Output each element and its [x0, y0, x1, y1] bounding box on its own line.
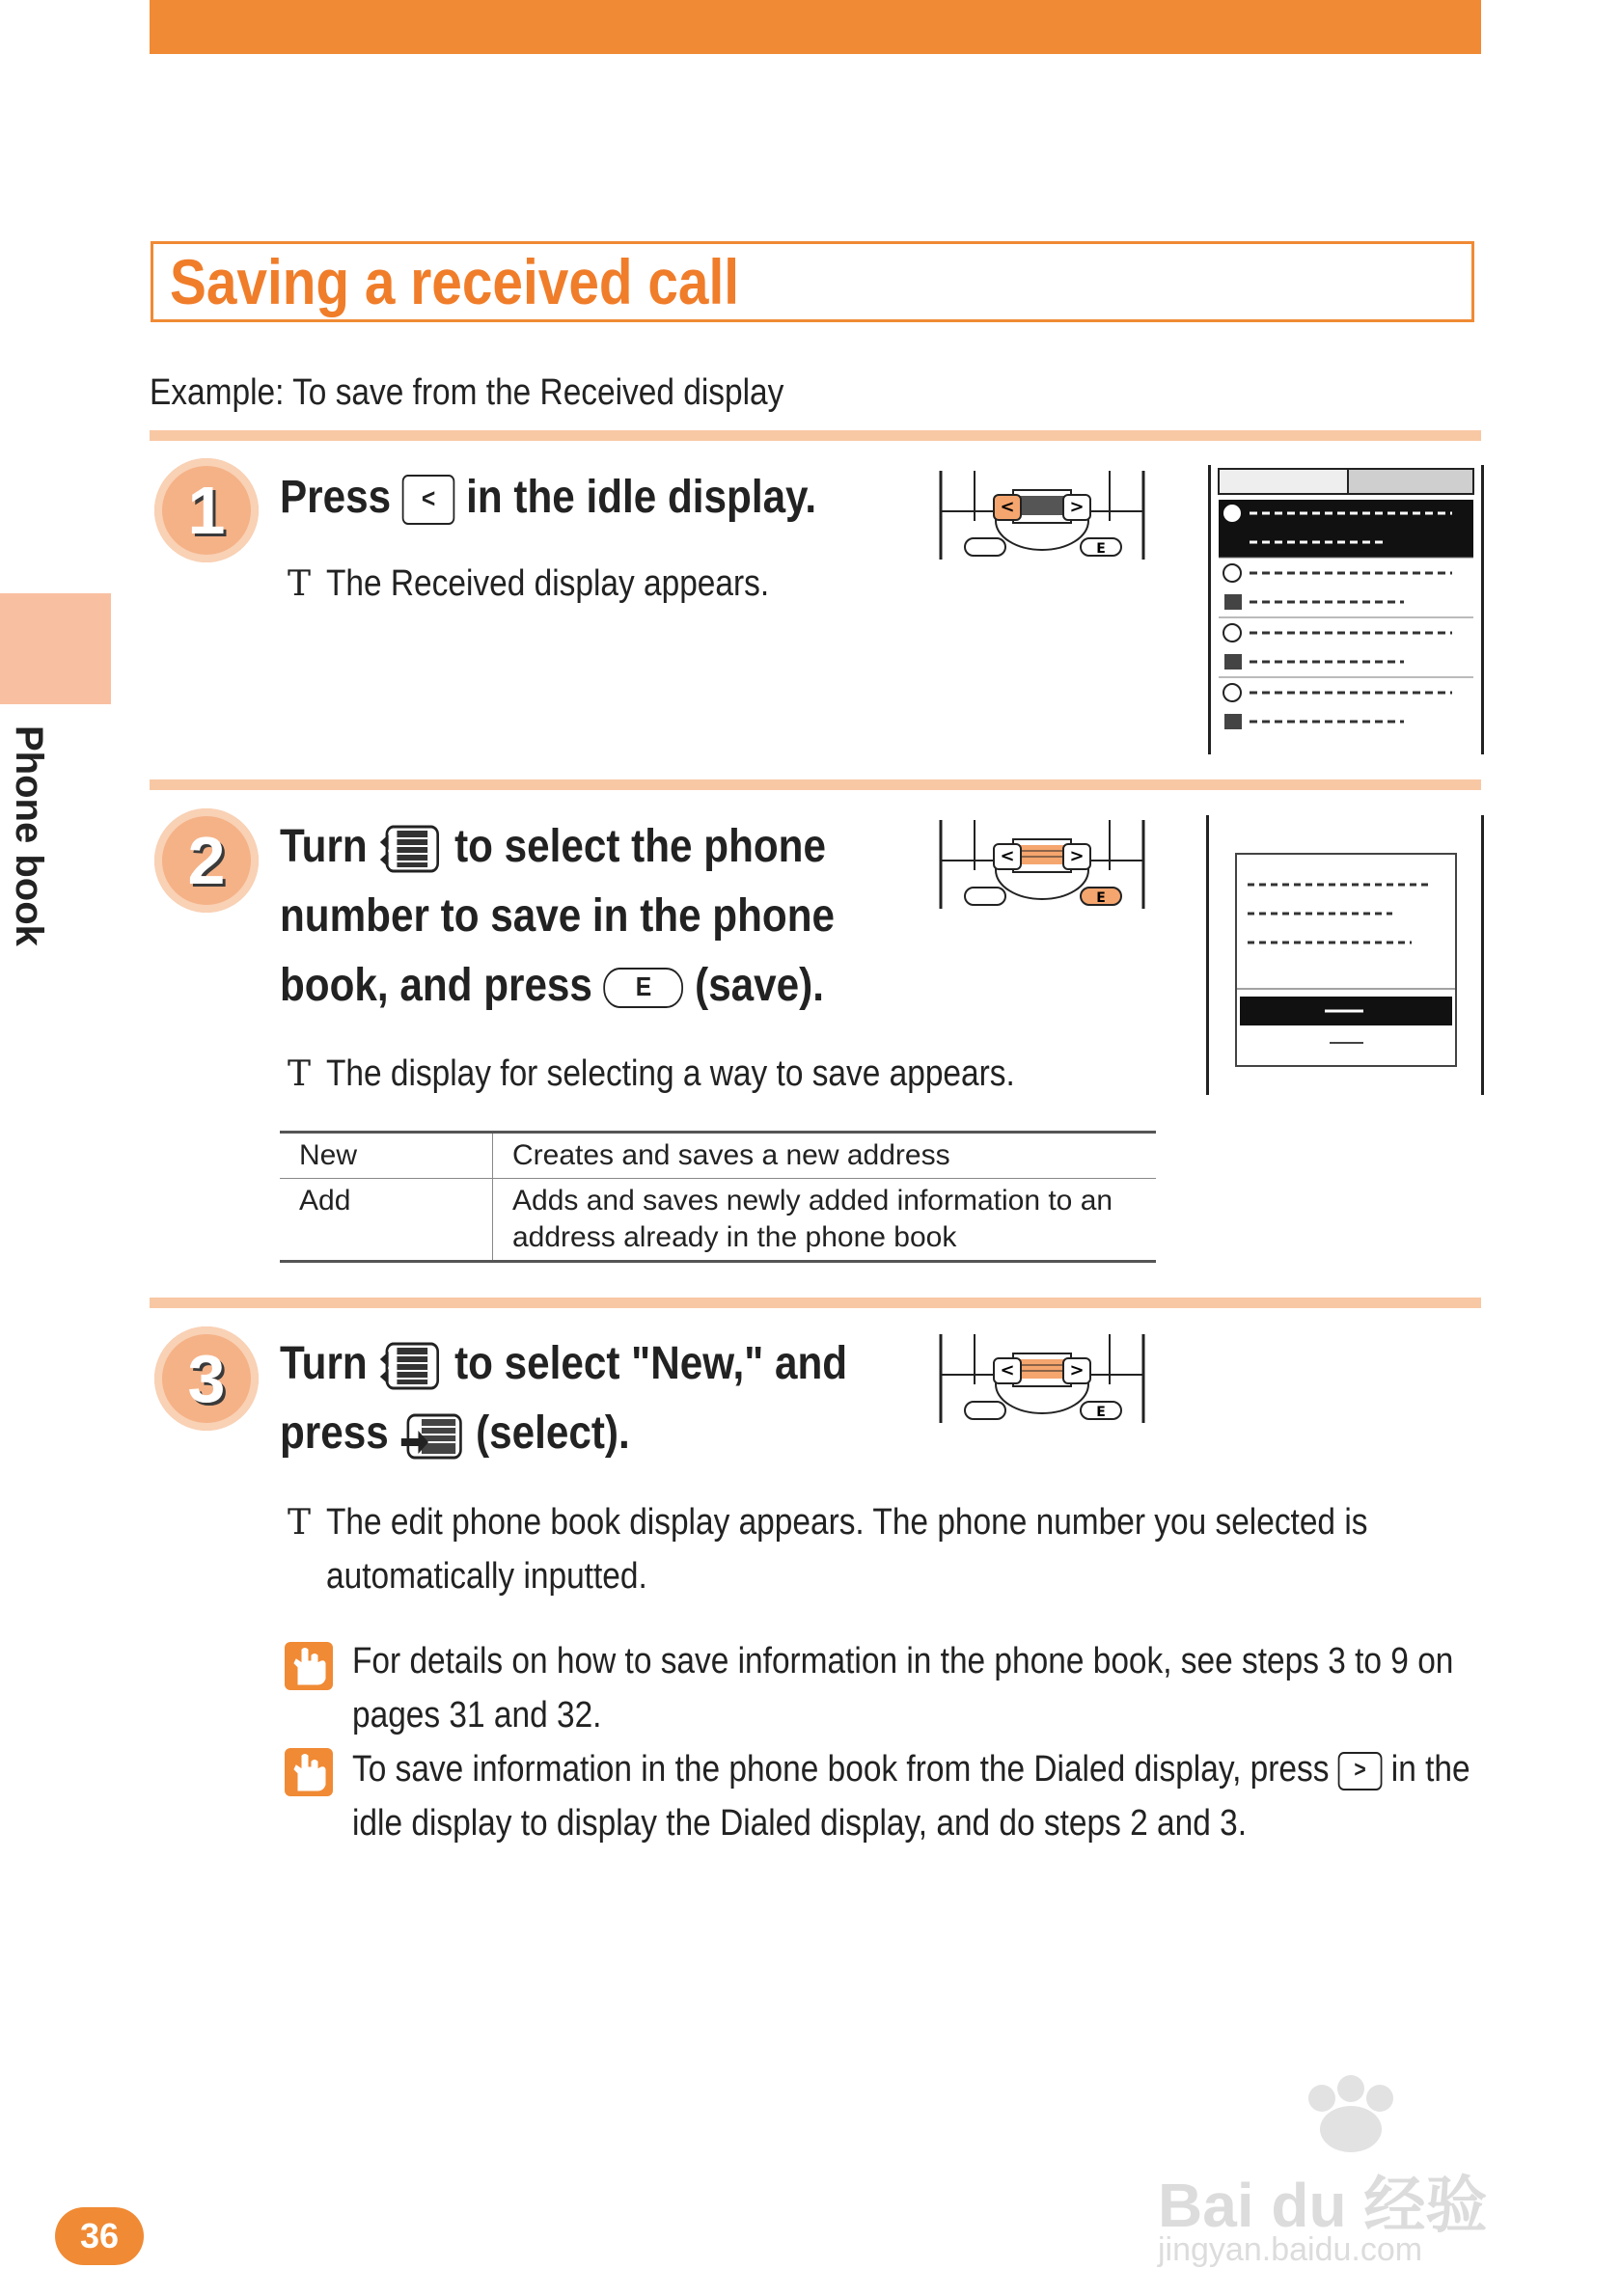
save-option-illustration	[1209, 815, 1481, 1095]
step-3-bullet	[288, 1502, 1368, 1597]
jog-dial-icon	[378, 1340, 443, 1392]
note-1-line-1: For details on how to save information in the phone book, see steps 3 to 9 on	[352, 1641, 1454, 1681]
left-key-icon: <	[402, 475, 455, 525]
note-1-line-2: pages 31 and 32.	[352, 1695, 602, 1736]
bullet-mark: T	[288, 1503, 312, 1543]
step-1-badge	[154, 458, 259, 562]
step-2-heading-line-2: number to save in the phone	[280, 890, 836, 942]
step-3-heading-line-1	[280, 1329, 847, 1399]
bullet-text: The edit phone book display appears. The phone number you selected is	[326, 1502, 1368, 1543]
option-description	[493, 1179, 1157, 1262]
note-2-line-1	[352, 1742, 1470, 1796]
option-description-line: Adds and saves newly added information to an	[512, 1185, 1113, 1216]
step-text: Press	[280, 472, 392, 523]
phone-keypad-illustration	[936, 1326, 1148, 1433]
step-3-badge	[154, 1326, 259, 1431]
save-options-table	[280, 1131, 1156, 1263]
received-list-illustration	[1211, 465, 1481, 754]
top-accent-band	[150, 0, 1481, 54]
option-name: New	[280, 1133, 493, 1179]
step-number: 2	[187, 823, 226, 898]
save-option-screen	[1206, 815, 1484, 1095]
right-key-icon: >	[1338, 1752, 1383, 1790]
jog-dial-icon	[378, 823, 443, 875]
step-3-heading-line-2	[280, 1399, 630, 1468]
divider-rule	[150, 779, 1481, 790]
step-text: press	[280, 1408, 389, 1459]
bullet-mark: T	[288, 564, 312, 604]
svg-text:E: E	[1096, 541, 1106, 557]
step-text: to select the phone	[454, 821, 826, 872]
table-row	[280, 1133, 1156, 1179]
step-text: in the idle display.	[466, 472, 817, 523]
section-title: Saving a received call	[170, 246, 740, 317]
svg-text:>: >	[1069, 1360, 1085, 1380]
svg-text:<: <	[1000, 497, 1015, 517]
watermark-brand: Bai du 经验	[1158, 2171, 1488, 2240]
page-number: 36	[55, 2207, 144, 2265]
step-text: to select "New," and	[454, 1338, 848, 1389]
svg-text:>: >	[1069, 846, 1085, 866]
step-2-bullet	[288, 1053, 1015, 1094]
svg-text:E: E	[1096, 1405, 1106, 1420]
option-name: Add	[280, 1179, 493, 1262]
step-number: 1	[187, 473, 226, 548]
hand-pointer-icon	[285, 1642, 333, 1690]
step-text: book, and press	[280, 960, 592, 1011]
hand-pointer-icon	[285, 1748, 333, 1796]
step-2-badge	[154, 808, 259, 913]
step-text: Turn	[280, 821, 368, 872]
phone-keypad-illustration	[936, 463, 1148, 569]
step-text: Turn	[280, 1338, 368, 1389]
option-description-line: address already in the phone book	[512, 1221, 957, 1253]
phone-keypad-illustration	[936, 812, 1148, 918]
watermark	[1158, 2069, 1544, 2268]
example-caption: Example: To save from the Received display	[150, 372, 784, 413]
option-description: Creates and saves a new address	[512, 1139, 950, 1171]
divider-rule	[150, 1298, 1481, 1308]
note-text: in the	[1390, 1749, 1470, 1790]
step-text: (select).	[476, 1408, 630, 1459]
note-text: To save information in the phone book from the Dialed display, press	[352, 1749, 1330, 1790]
watermark-url: jingyan.baidu.com	[1158, 2231, 1423, 2268]
svg-text:<: <	[1000, 846, 1015, 866]
side-chapter-label: Phone book	[8, 725, 50, 946]
svg-text:<: <	[1000, 1360, 1015, 1380]
divider-rule	[150, 430, 1481, 441]
table-row	[280, 1179, 1156, 1262]
step-text: (save).	[695, 960, 824, 1011]
step-1-heading	[280, 463, 816, 533]
received-display-screen	[1208, 465, 1484, 754]
step-2-heading-line-1	[280, 812, 826, 882]
bullet-text: automatically inputted.	[326, 1556, 647, 1597]
svg-text:>: >	[1069, 497, 1085, 517]
step-number: 3	[187, 1341, 226, 1416]
side-tab	[0, 593, 111, 704]
note-2-line-2: idle display to display the Dialed display, and do steps 2 and 3.	[352, 1803, 1247, 1844]
bullet-mark: T	[288, 1054, 312, 1094]
step-1-bullet	[288, 563, 770, 604]
bullet-text: The Received display appears.	[326, 563, 770, 604]
enter-key-icon: E	[604, 968, 684, 1008]
svg-text:E: E	[1096, 890, 1106, 906]
step-2-heading-line-3	[280, 951, 824, 1021]
press-dial-icon	[399, 1409, 464, 1462]
bullet-text: The display for selecting a way to save appears.	[326, 1053, 1015, 1094]
